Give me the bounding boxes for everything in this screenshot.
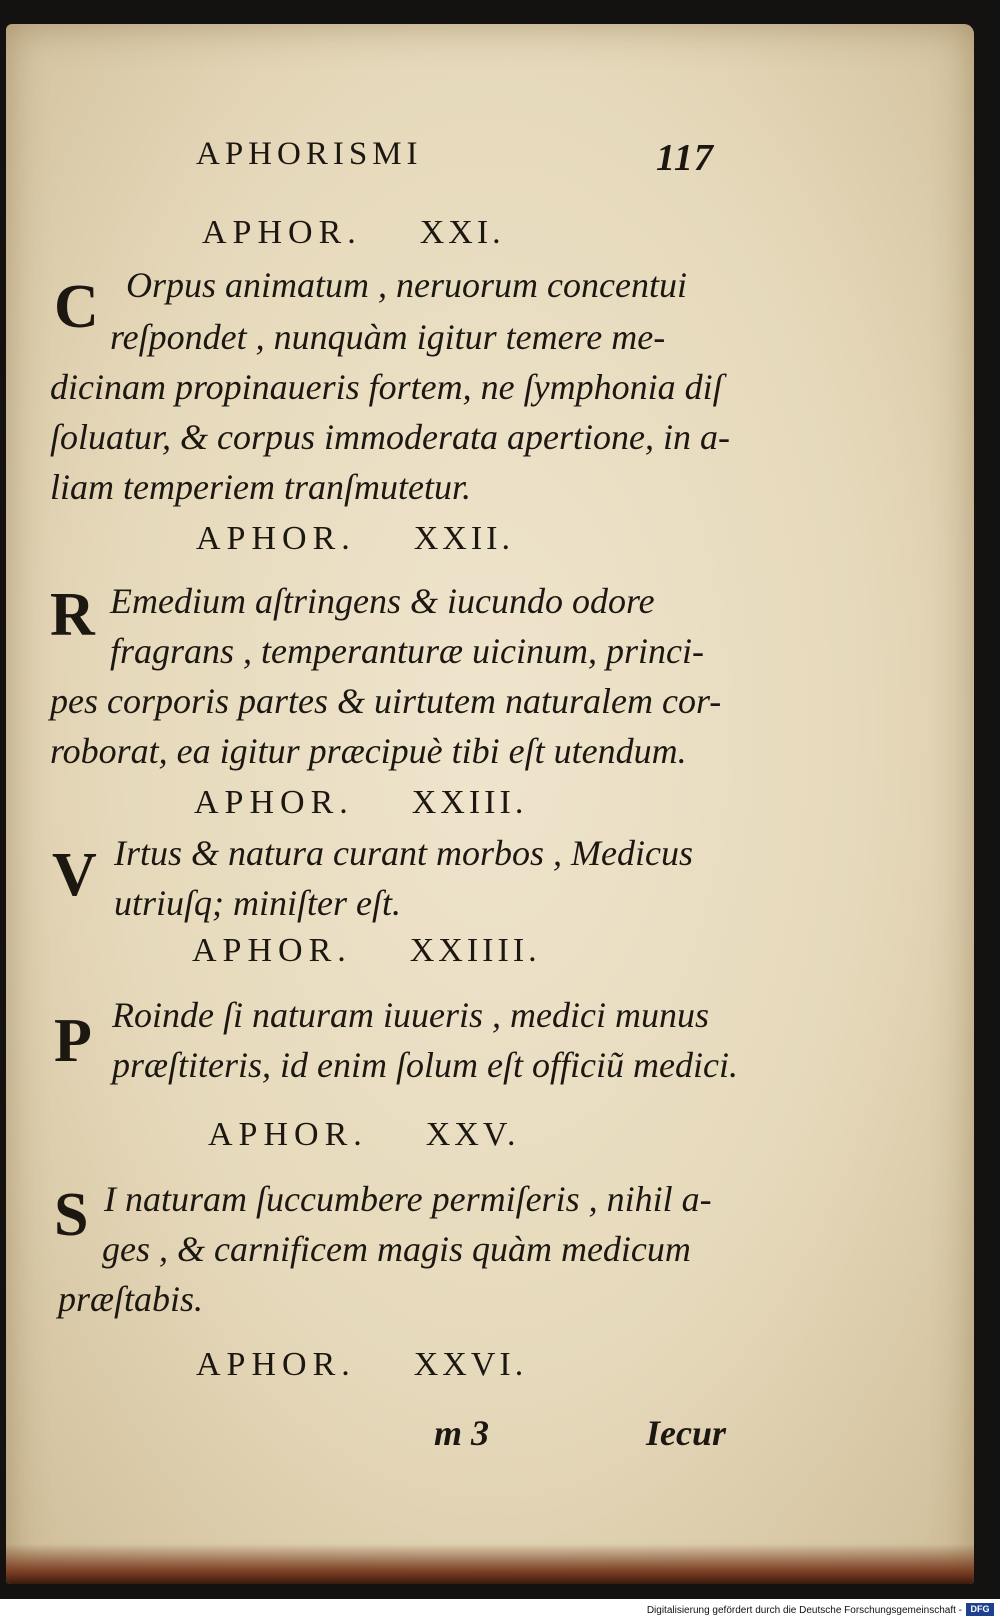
aphorism-heading — [208, 1116, 520, 1154]
text-line: dicinam propinaueris fortem, ne ſymphonia diſ — [50, 367, 723, 407]
text-line: reſpondet , nunquàm igitur temere me- — [110, 317, 666, 357]
aphorism-heading — [196, 1346, 527, 1384]
page-edge — [6, 1544, 974, 1584]
text-line: pes corporis partes & uirtutem naturalem cor- — [50, 681, 722, 721]
page-number: 117 — [656, 137, 714, 179]
aphorism-number: XXV. — [425, 1116, 520, 1153]
text-line: utriuſq; miniſter eſt. — [114, 883, 401, 923]
aphorism-number: XXVI. — [413, 1346, 528, 1383]
aphorism-number: XXIII. — [411, 784, 528, 821]
aphorism-label: APHOR. — [196, 520, 356, 557]
aphorism-label: APHOR. — [208, 1116, 368, 1153]
catchword: Iecur — [646, 1413, 726, 1453]
drop-initial: R — [50, 581, 95, 649]
aphorism-label: APHOR. — [196, 1346, 356, 1383]
aphorism-number: XXIIII. — [409, 932, 541, 969]
drop-initial: P — [54, 1007, 92, 1075]
text-line: liam temperiem tranſmutetur. — [50, 467, 471, 507]
signature-mark: m 3 — [434, 1413, 490, 1453]
aphorism-heading — [202, 214, 505, 252]
aphorism-label: APHOR. — [192, 932, 352, 969]
aphorism-heading — [194, 784, 527, 822]
text-line: Emedium aſtringens & iucundo odore — [110, 581, 655, 621]
dfg-logo-icon: DFG — [966, 1603, 994, 1616]
text-line: Orpus animatum , neruorum concentui — [126, 265, 687, 305]
text-line: præſtiteris, id enim ſolum eſt officiũ medici. — [112, 1045, 738, 1085]
text-line: roborat, ea igitur præcipuè tibi eſt utendum. — [50, 731, 687, 771]
footer-credit: Digitalisierung gefördert durch die Deutsche Forschungsgemeinschaft - — [646, 1605, 962, 1616]
text-line: Roinde ſi naturam iuueris , medici munus — [112, 995, 709, 1035]
text-line: præſtabis. — [58, 1279, 204, 1319]
text-line: ges , & carnificem magis quàm medicum — [102, 1229, 691, 1269]
text-line: ſoluatur, & corpus immoderata apertione, in a- — [50, 417, 730, 457]
aphorism-label: APHOR. — [202, 214, 362, 251]
drop-initial: V — [52, 841, 97, 909]
aphorism-heading — [196, 520, 514, 558]
drop-initial: S — [54, 1181, 89, 1249]
aphorism-number: XXI. — [419, 214, 505, 251]
footer-bar — [0, 1599, 1000, 1619]
running-title: APHORISMI — [196, 136, 423, 172]
drop-initial: C — [54, 273, 99, 341]
book-page — [6, 24, 974, 1584]
text-line: I naturam ſuccumbere permiſeris , nihil a- — [104, 1179, 712, 1219]
aphorism-heading — [192, 932, 541, 970]
aphorism-number: XXII. — [413, 520, 515, 557]
text-line: Irtus & natura curant morbos , Medicus — [114, 833, 693, 873]
aphorism-label: APHOR. — [194, 784, 354, 821]
text-line: fragrans , temperanturæ uicinum, princi- — [110, 631, 704, 671]
